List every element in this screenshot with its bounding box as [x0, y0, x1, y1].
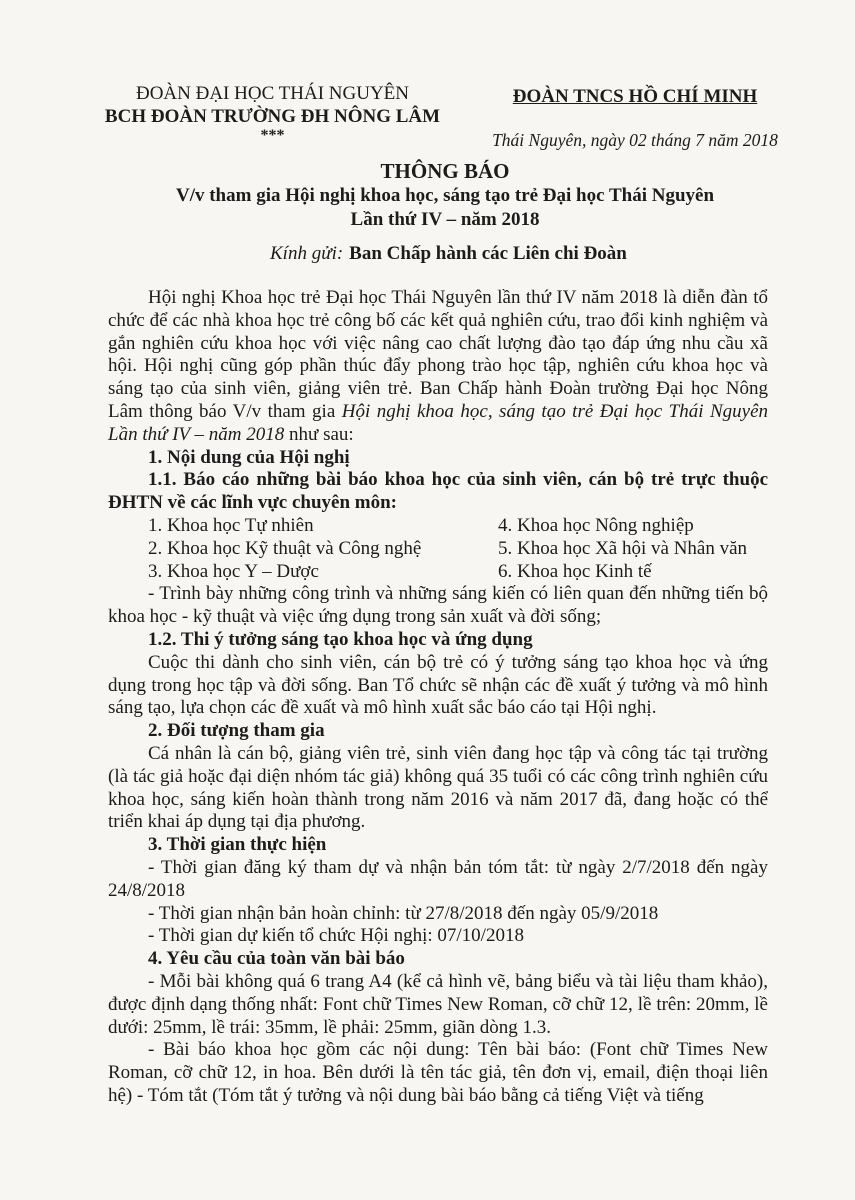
- timeline-item: - Thời gian đăng ký tham dự và nhận bản tóm tắt: từ ngày 2/7/2018 đến ngày 24/8/2018: [108, 856, 768, 901]
- section-1-1-text: - Trình bày những công trình và những sáng kiến có liên quan đến những tiến bộ khoa học - kỹ thuật và việc ứng dụng trong sản xuất và đời sống;: [108, 583, 768, 628]
- recipient-line: [270, 243, 627, 265]
- recipient-value: Ban Chấp hành các Liên chi Đoàn: [349, 243, 627, 264]
- fields-list: [108, 515, 768, 583]
- section-1-2-text: Cuộc thi dành cho sinh viên, cán bộ trẻ có ý tưởng sáng tạo khoa học và ứng dụng trong học tập và đời sống. Ban Tổ chức sẽ nhận các đề xuất ý tưởng và mô hình sáng tạo, lựa chọn các đề xuất và mô hình xuất sắc báo cáo tại Hội nghị.: [108, 651, 768, 719]
- list-item: 6. Khoa học Kinh tế: [498, 560, 652, 582]
- section-4-heading: 4. Yêu cầu của toàn văn bài báo: [148, 948, 405, 970]
- section-1-2-heading: 1.2. Thi ý tưởng sáng tạo khoa học và ứng dụng: [148, 628, 533, 650]
- document-body: [108, 287, 768, 1108]
- intro-italic: Hội nghị khoa học, sáng tạo trẻ Đại học Thái Nguyên Lần thứ IV – năm 2018: [108, 400, 768, 445]
- document-date: Thái Nguyên, ngày 02 tháng 7 năm 2018: [492, 130, 778, 150]
- section-4-paragraph-2: - Bài báo khoa học gồm các nội dung: Tên bài báo: (Font chữ Times New Roman, cỡ chữ 12, in hoa. Bên dưới là tên tác giả, tên đơn vị, email, điện thoại liên hệ) - Tóm tắt (Tóm tắt ý tưởng và nội dung bài báo bằng cả tiếng Việt và tiếng: [108, 1039, 768, 1106]
- document-title: [95, 158, 795, 232]
- union-name: ĐOÀN TNCS HỒ CHÍ MINH: [512, 86, 758, 107]
- timeline-item: - Thời gian dự kiến tổ chức Hội nghị: 07/10/2018: [148, 925, 524, 947]
- intro-text: Hội nghị Khoa học trẻ Đại học Thái Nguyên lần thứ IV năm 2018 là diễn đàn tổ chức để các nhà khoa học trẻ công bố các kết quả nghiên cứu, trao đổi kinh nghiệm và gắn nghiên cứu khoa học với việc nâng cao chất lượng đào tạo đáp ứng nhu cầu xã hội. Hội nghị cũng góp phần thúc đẩy phong trào học tập, nghiên cứu khoa học và sáng tạo của sinh viên, giảng viên trẻ. Ban Chấp hành Đoàn trường Đại học Nông Lâm thông báo V/v tham gia: [108, 287, 768, 422]
- section-2-text: Cá nhân là cán bộ, giảng viên trẻ, sinh viên đang học tập và công tác tại trường (là tác giả hoặc đại diện nhóm tác giả) không quá 35 tuổi có các công trình nghiên cứu khoa học, sáng kiến hoàn thành trong năm 2016 và năm 2017 đã, đang hoặc có thể triển khai áp dụng tại địa phương.: [108, 742, 768, 833]
- list-item: 1. Khoa học Tự nhiên: [148, 514, 314, 536]
- org-line-2: BCH ĐOÀN TRƯỜNG ĐH NÔNG LÂM: [104, 106, 441, 127]
- section-2-heading: 2. Đối tượng tham gia: [148, 720, 325, 742]
- issuing-organization: [95, 82, 450, 143]
- list-item: 3. Khoa học Y – Dược: [148, 560, 319, 582]
- org-line-1: ĐOÀN ĐẠI HỌC THÁI NGUYÊN: [135, 83, 409, 104]
- title-edition: Lần thứ IV – năm 2018: [350, 209, 540, 230]
- intro-tail: như sau:: [284, 423, 354, 445]
- timeline-item: - Thời gian nhận bản hoàn chỉnh: từ 27/8/2018 đến ngày 05/9/2018: [148, 902, 659, 924]
- list-item: 5. Khoa học Xã hội và Nhân văn: [498, 537, 748, 559]
- title-main: THÔNG BÁO: [380, 159, 510, 183]
- list-item: 2. Khoa học Kỹ thuật và Công nghệ: [148, 537, 422, 559]
- section-3-heading: 3. Thời gian thực hiện: [148, 834, 327, 856]
- title-subject: V/v tham gia Hội nghị khoa học, sáng tạo trẻ Đại học Thái Nguyên: [175, 185, 715, 206]
- org-stars: ***: [260, 127, 285, 144]
- section-4-paragraph-1: - Mỗi bài không quá 6 trang A4 (kể cả hình vẽ, bảng biểu và tài liệu tham khảo), được định dạng thống nhất: Font chữ Times New Roman, cỡ chữ 12, lề trên: 20mm, lề dưới: 25mm, lề trái: 35mm, lề phải: 25mm, giãn dòng 1.3.: [108, 970, 768, 1038]
- section-1-1-heading: 1.1. Báo cáo những bài báo khoa học của sinh viên, cán bộ trẻ trực thuộc ĐHTN về các lĩnh vực chuyên môn:: [108, 469, 768, 514]
- section-1-heading: 1. Nội dung của Hội nghị: [148, 446, 350, 468]
- intro-paragraph: [108, 287, 768, 447]
- recipient-label: Kính gửi:: [270, 243, 344, 264]
- list-item: 4. Khoa học Nông nghiệp: [498, 514, 694, 536]
